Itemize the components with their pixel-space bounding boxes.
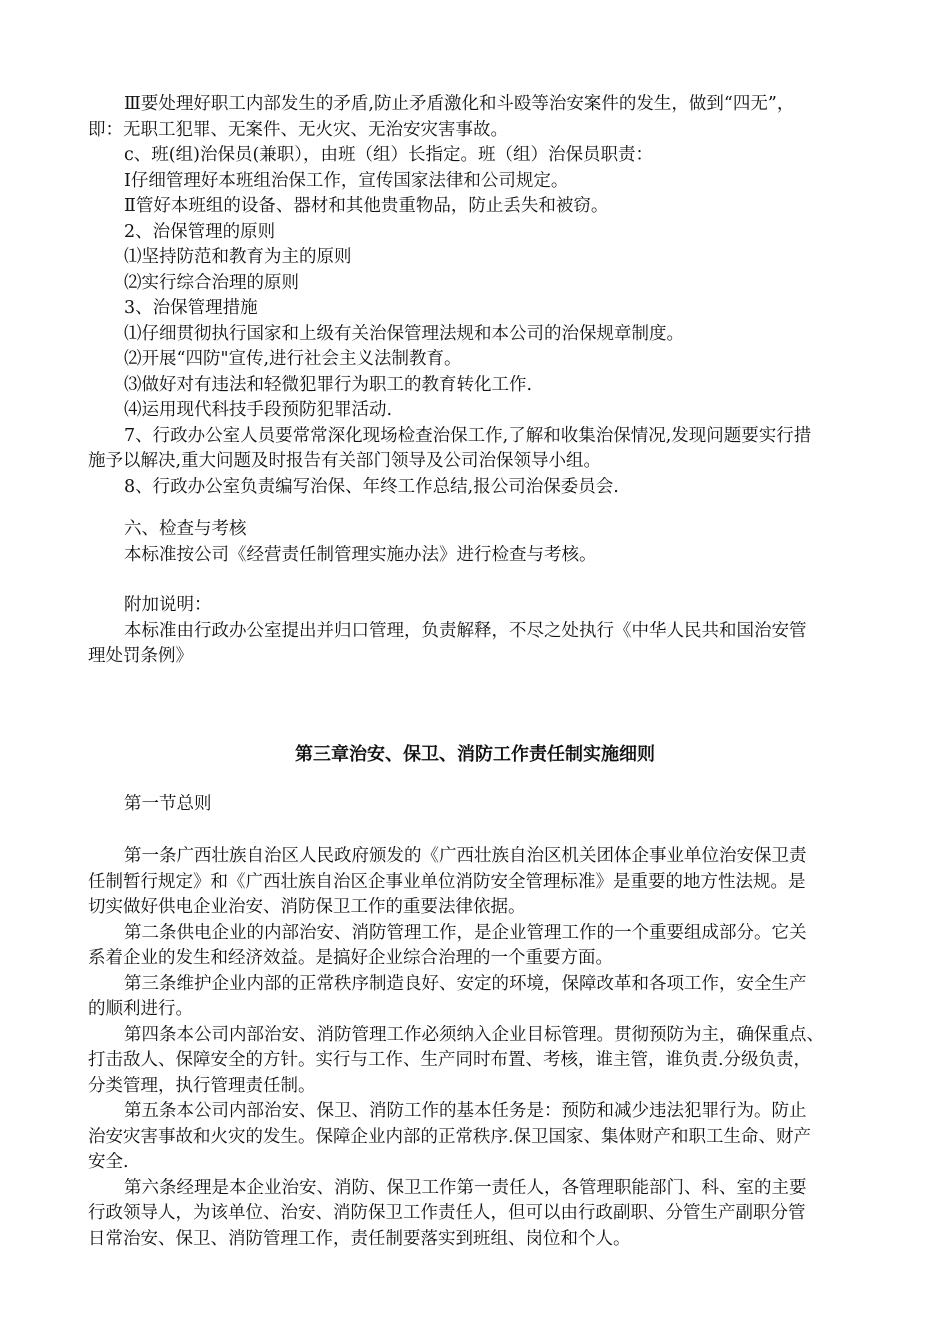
article-line: 治安灾害事故和火灾的发生。保障企业内部的正常秩序.保卫国家、集体财产和职工生命、财产: [88, 1126, 812, 1147]
text-line: Ⅰ仔细管理好本班组治保工作，宣传国家法律和公司规定。: [124, 170, 569, 191]
section-heading: 六、检查与考核: [124, 519, 247, 539]
article-line: 第五条本公司内部治安、保卫、消防工作的基本任务是：预防和减少违法犯罪行为。防止: [124, 1101, 807, 1121]
article-line: 的顺利进行。: [88, 999, 193, 1019]
text-line: Ⅲ要处理好职工内部发生的矛盾,防止矛盾激化和斗殴等治安案件的发生，做到“四无”，: [124, 94, 795, 114]
text-line: ⑴坚持防范和教育为主的原则: [124, 247, 352, 267]
text-line: 7、行政办公室人员要常常深化现场检查治保工作,了解和收集治保情况,发现问题要实行措: [124, 425, 812, 446]
security-duties-section: [88, 92, 878, 500]
text-line: 理处罚条例》: [88, 646, 193, 666]
text-line: ⑵实行综合治理的原则: [124, 272, 299, 293]
article-line: 第二条供电企业的内部治安、消防管理工作，是企业管理工作的一个重要组成部分。它关: [124, 922, 807, 943]
text-line: ⑵开展“四防"宣传,进行社会主义法制教育。: [124, 349, 462, 369]
chapter-title: 第三章治安、保卫、消防工作责任制实施细则: [295, 744, 655, 765]
article-line: 行政领导人，为该单位、治安、消防保卫工作责任人，但可以由行政副职、分管生产副职分管: [88, 1203, 806, 1223]
text-line: 3、治保管理措施: [124, 298, 258, 318]
article-line: 日常治安、保卫、消防管理工作，责任制要落实到班组、岗位和个人。: [88, 1228, 631, 1249]
text-line: ⑶做好对有违法和轻微犯罪行为职工的教育转化工作.: [124, 374, 533, 395]
article-line: 分类管理，执行管理责任制。: [88, 1075, 316, 1096]
section-title: 第一节总则: [124, 794, 212, 814]
text-line: ⑷运用现代科技手段预防犯罪活动.: [124, 400, 393, 420]
section-heading: 附加说明：: [124, 595, 212, 615]
article-line: 打击敌人、保障安全的方针。实行与工作、生产同时布置、考核，谁主管，谁负责.分级负责，: [88, 1050, 812, 1070]
article-line: 第一条广西壮族自治区人民政府颁发的《广西壮族自治区机关团体企事业单位治安保卫责: [124, 846, 807, 866]
article-line: 第六条经理是本企业治安、消防、保卫工作第一责任人，各管理职能部门、科、室的主要: [124, 1177, 807, 1198]
text-line: 施予以解决,重大问题及时报告有关部门领导及公司治保领导小组。: [88, 451, 602, 471]
article-line: 系着企业的发生和经济效益。是搞好企业综合治理的一个重要方面。: [88, 948, 613, 968]
text-line: 本标准由行政办公室提出并归口管理，负责解释，不尽之处执行《中华人民共和国治安管: [124, 620, 807, 641]
text-line: ⑴仔细贯彻执行国家和上级有关治保管理法规和本公司的治保规章制度。: [124, 323, 684, 344]
section-title-block: [88, 792, 878, 818]
text-line: 2、治保管理的原则: [124, 221, 276, 242]
article-line: 第四条本公司内部治安、消防管理工作必须纳入企业目标管理。贯彻预防为主，确保重点、: [124, 1024, 824, 1045]
text-line: 即：无职工犯罪、无案件、无火灾、无治安灾害事故。: [88, 119, 508, 140]
text-line: Ⅱ管好本班组的设备、器材和其他贵重物品，防止丢失和被窃。: [124, 196, 609, 216]
text-line: 8、行政办公室负责编写治保、年终工作总结,报公司治保委员会.: [124, 476, 619, 497]
article-line: 切实做好供电企业治安、消防保卫工作的重要法律依据。: [88, 897, 526, 917]
article-line: 安全.: [88, 1152, 129, 1172]
article-line: 任制暂行规定》和《广西壮族自治区企事业单位消防安全管理标准》是重要的地方性法规。是: [88, 871, 806, 892]
text-line: c、班(组)治保员(兼职），由班（组）长指定。班（组）治保员职责：: [124, 145, 654, 165]
article-line: 第三条维护企业内部的正常秩序制造良好、安定的环境，保障改革和各项工作，安全生产: [124, 973, 807, 994]
text-line: 本标准按公司《经营责任制管理实施办法》进行检查与考核。: [124, 544, 597, 565]
inspection-section: [88, 517, 878, 568]
additional-notes-section: [88, 593, 878, 670]
articles-section: [88, 844, 878, 1252]
